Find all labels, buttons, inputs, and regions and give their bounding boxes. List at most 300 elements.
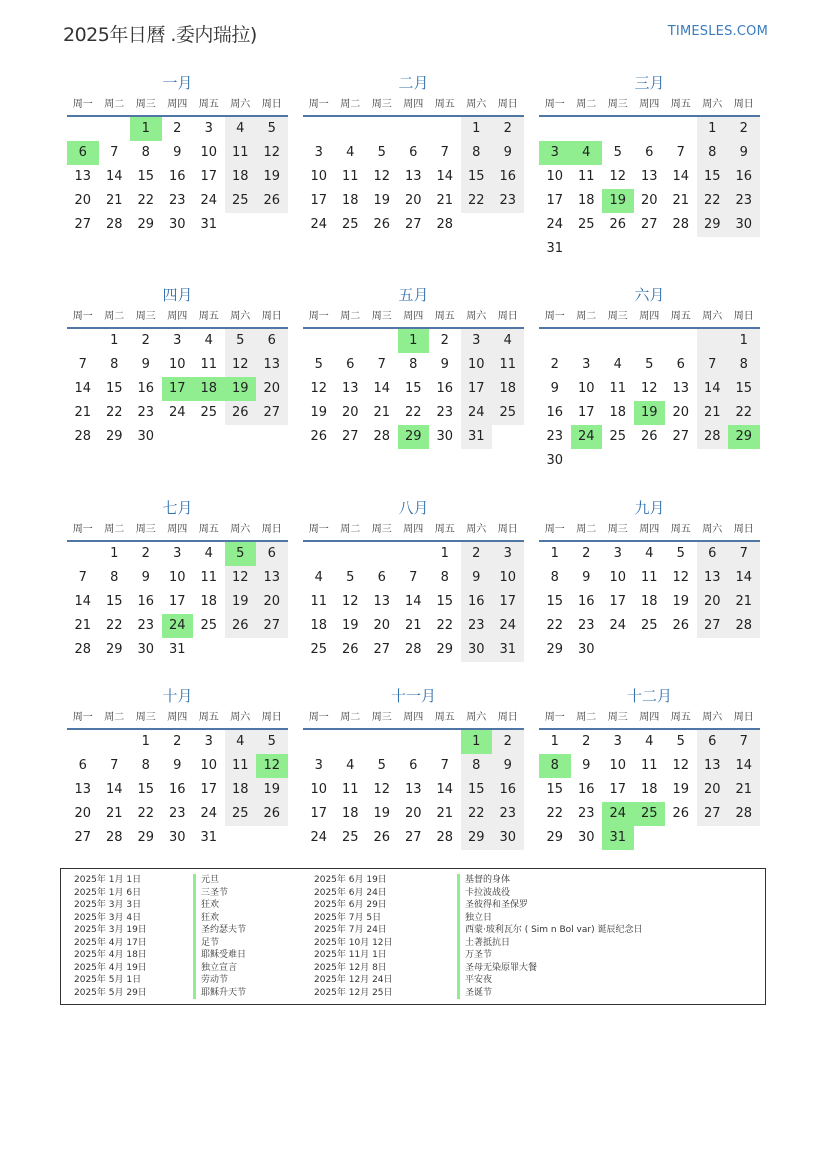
day-cell: 30 (577, 642, 595, 657)
day-cell: 11 (225, 754, 257, 778)
empty-day-cell (634, 329, 666, 353)
weekday-label: 周三 (135, 311, 156, 322)
month-block (67, 284, 288, 449)
weekday-label: 周一 (72, 712, 93, 723)
day-cell: 21 (672, 193, 690, 208)
month-block (67, 685, 288, 850)
holiday-date: 2025年 12月 24日 (314, 975, 393, 985)
day-cell: 29 (398, 425, 430, 449)
day-cell: 24 (492, 614, 524, 638)
day-cell: 4 (204, 546, 213, 561)
day-cell: 6 (78, 758, 87, 773)
weekday-label: 周二 (104, 311, 125, 322)
day-cell: 21 (404, 618, 422, 633)
day-cell: 24 (168, 405, 186, 420)
day-cell: 21 (105, 806, 123, 821)
day-cell: 14 (105, 782, 123, 797)
weekday-label: 周六 (702, 524, 723, 535)
day-cell: 29 (546, 830, 564, 845)
day-cell: 21 (436, 806, 454, 821)
day-cell: 10 (609, 570, 627, 585)
month-block (539, 284, 760, 473)
day-cell: 26 (256, 802, 288, 826)
weekday-label: 周一 (544, 311, 565, 322)
day-cell: 3 (613, 546, 622, 561)
month-block (67, 497, 288, 662)
empty-day-cell (335, 730, 367, 754)
day-cell: 4 (645, 734, 654, 749)
week-row (67, 377, 288, 401)
day-cell: 31 (461, 425, 493, 449)
day-cell: 1 (697, 117, 729, 141)
day-cell: 11 (341, 782, 359, 797)
day-cell: 16 (577, 594, 595, 609)
weekday-header (303, 519, 524, 542)
day-cell: 1 (550, 734, 559, 749)
day-cell: 20 (341, 405, 359, 420)
day-cell: 2 (173, 121, 182, 136)
weekday-label: 周六 (230, 99, 251, 110)
holiday-date: 2025年 12月 8日 (314, 962, 387, 973)
week-row (539, 566, 760, 590)
week-row (539, 802, 760, 826)
day-cell: 13 (341, 381, 359, 396)
day-cell: 24 (609, 618, 627, 633)
week-row (539, 377, 760, 401)
day-cell: 4 (492, 329, 524, 353)
day-cell: 22 (546, 806, 564, 821)
holiday-date: 2025年 4月 18日 (74, 950, 147, 960)
day-cell: 1 (110, 546, 119, 561)
day-cell: 13 (74, 782, 92, 797)
day-cell: 11 (341, 169, 359, 184)
holiday-date: 2025年 6月 19日 (314, 875, 387, 885)
weekday-label: 周日 (733, 712, 754, 723)
day-cell: 23 (436, 405, 454, 420)
empty-day-cell (571, 449, 603, 473)
day-cell: 2 (728, 117, 760, 141)
empty-day-cell (634, 638, 666, 662)
day-cell: 6 (346, 357, 355, 372)
day-cell: 23 (168, 806, 186, 821)
day-cell: 20 (256, 590, 288, 614)
empty-day-cell (602, 638, 634, 662)
day-cell: 19 (256, 778, 288, 802)
day-cell: 7 (440, 145, 449, 160)
day-cell: 25 (492, 401, 524, 425)
week-row (303, 141, 524, 165)
holiday-name: 圣约瑟夫节 (193, 924, 246, 937)
month-title: 八月 (398, 499, 429, 517)
empty-day-cell (602, 329, 634, 353)
day-cell: 31 (492, 638, 524, 662)
day-cell: 4 (346, 758, 355, 773)
day-cell: 4 (645, 546, 654, 561)
week-row (539, 754, 760, 778)
weekday-label: 周二 (104, 524, 125, 535)
day-cell: 4 (571, 141, 603, 165)
day-cell: 24 (162, 614, 194, 638)
empty-day-cell (193, 638, 225, 662)
weekday-header (303, 707, 524, 730)
day-cell: 7 (78, 357, 87, 372)
week-row (539, 778, 760, 802)
holiday-dates-column-1 (74, 874, 147, 999)
empty-day-cell (665, 826, 697, 850)
day-cell: 22 (461, 189, 493, 213)
day-cell: 1 (130, 117, 162, 141)
day-cell: 24 (602, 802, 634, 826)
day-cell: 6 (409, 145, 418, 160)
day-cell: 2 (141, 333, 150, 348)
month-block (303, 72, 524, 237)
week-row (303, 638, 524, 662)
weekday-label: 周一 (308, 524, 329, 535)
week-row (539, 730, 760, 754)
weekday-label: 周一 (72, 99, 93, 110)
day-cell: 21 (74, 618, 92, 633)
week-row (303, 754, 524, 778)
weekday-label: 周日 (261, 99, 282, 110)
week-row (67, 542, 288, 566)
day-cell: 6 (697, 730, 729, 754)
day-cell: 1 (440, 546, 449, 561)
day-cell: 26 (373, 217, 391, 232)
week-row (67, 754, 288, 778)
day-cell: 22 (137, 193, 155, 208)
day-cell: 11 (310, 594, 328, 609)
day-cell: 9 (440, 357, 449, 372)
weekday-label: 周六 (702, 311, 723, 322)
empty-day-cell (539, 329, 571, 353)
empty-day-cell (697, 638, 729, 662)
weekday-label: 周五 (434, 311, 455, 322)
day-cell: 28 (105, 830, 123, 845)
day-cell: 24 (310, 830, 328, 845)
weekday-label: 周二 (340, 99, 361, 110)
day-cell: 29 (546, 642, 564, 657)
day-cell: 8 (539, 754, 571, 778)
week-row (303, 778, 524, 802)
week-row (539, 237, 760, 261)
day-cell: 4 (314, 570, 323, 585)
holiday-name: 劳动节 (193, 974, 246, 987)
day-cell: 21 (436, 193, 454, 208)
day-cell: 2 (550, 357, 559, 372)
day-cell: 21 (74, 405, 92, 420)
week-row (539, 590, 760, 614)
day-cell: 4 (346, 145, 355, 160)
day-cell: 27 (640, 217, 658, 232)
weekday-label: 周三 (607, 311, 628, 322)
day-cell: 3 (314, 758, 323, 773)
day-cell: 10 (200, 758, 218, 773)
day-cell: 25 (200, 618, 218, 633)
holiday-date: 2025年 3月 19日 (74, 925, 147, 935)
day-cell: 21 (728, 778, 760, 802)
weekday-header (539, 94, 760, 117)
weekday-label: 周四 (639, 524, 660, 535)
day-cell: 3 (539, 141, 571, 165)
weekday-label: 周二 (104, 712, 125, 723)
day-cell: 30 (492, 826, 524, 850)
week-row (539, 329, 760, 353)
holiday-date: 2025年 3月 4日 (74, 912, 142, 923)
day-cell: 2 (461, 542, 493, 566)
week-row (303, 117, 524, 141)
day-cell: 14 (105, 169, 123, 184)
day-cell: 13 (640, 169, 658, 184)
week-row (67, 401, 288, 425)
weekday-label: 周三 (371, 99, 392, 110)
day-cell: 11 (200, 357, 218, 372)
holiday-list (60, 868, 766, 1005)
week-row (539, 165, 760, 189)
day-cell: 17 (609, 782, 627, 797)
weekday-label: 周四 (167, 712, 188, 723)
weekday-label: 周五 (670, 311, 691, 322)
weekday-label: 周四 (639, 99, 660, 110)
day-cell: 5 (613, 145, 622, 160)
day-cell: 26 (341, 642, 359, 657)
week-row (539, 401, 760, 425)
day-cell: 10 (310, 782, 328, 797)
empty-day-cell (366, 730, 398, 754)
day-cell: 29 (728, 425, 760, 449)
holiday-date: 2025年 11月 1日 (314, 950, 387, 960)
weekday-label: 周六 (466, 524, 487, 535)
day-cell: 4 (613, 357, 622, 372)
month-title: 三月 (634, 74, 665, 92)
day-cell: 17 (577, 405, 595, 420)
day-cell: 22 (105, 618, 123, 633)
day-cell: 10 (546, 169, 564, 184)
day-cell: 1 (550, 546, 559, 561)
day-cell: 19 (225, 377, 257, 401)
weekday-label: 周五 (670, 99, 691, 110)
day-cell: 28 (436, 830, 454, 845)
day-cell: 23 (137, 618, 155, 633)
day-cell: 17 (609, 594, 627, 609)
day-cell: 3 (173, 333, 182, 348)
day-cell: 29 (105, 429, 123, 444)
day-cell: 3 (613, 734, 622, 749)
empty-day-cell (634, 237, 666, 261)
weekday-header (67, 94, 288, 117)
day-cell: 7 (728, 730, 760, 754)
day-cell: 9 (582, 758, 591, 773)
empty-day-cell (303, 730, 335, 754)
day-cell: 31 (168, 642, 186, 657)
holiday-date: 2025年 4月 17日 (74, 937, 147, 948)
week-row (67, 117, 288, 141)
weekday-label: 周四 (403, 712, 424, 723)
week-row (67, 778, 288, 802)
empty-day-cell (492, 425, 524, 449)
holiday-name: 狂欢 (193, 912, 246, 925)
empty-day-cell (571, 329, 603, 353)
week-row (67, 730, 288, 754)
day-cell: 30 (168, 217, 186, 232)
day-cell: 23 (492, 802, 524, 826)
day-cell: 11 (640, 758, 658, 773)
day-cell: 20 (697, 778, 729, 802)
day-cell: 12 (672, 570, 690, 585)
empty-day-cell (461, 213, 493, 237)
day-cell: 12 (225, 353, 257, 377)
day-cell: 13 (404, 782, 422, 797)
day-cell: 12 (373, 169, 391, 184)
day-cell: 2 (492, 730, 524, 754)
month-block (539, 497, 760, 662)
day-cell: 28 (74, 642, 92, 657)
weekday-header (539, 519, 760, 542)
day-cell: 11 (609, 381, 627, 396)
day-cell: 12 (341, 594, 359, 609)
day-cell: 28 (436, 217, 454, 232)
day-cell: 20 (256, 377, 288, 401)
empty-day-cell (67, 730, 99, 754)
day-cell: 6 (256, 329, 288, 353)
empty-day-cell (634, 117, 666, 141)
day-cell: 17 (461, 377, 493, 401)
weekday-label: 周五 (434, 99, 455, 110)
day-cell: 16 (168, 169, 186, 184)
week-row (539, 638, 760, 662)
day-cell: 27 (341, 429, 359, 444)
day-cell: 19 (256, 165, 288, 189)
month-title: 十二月 (626, 687, 672, 705)
day-cell: 14 (436, 169, 454, 184)
day-cell: 11 (577, 169, 595, 184)
empty-day-cell (429, 117, 461, 141)
day-cell: 15 (137, 782, 155, 797)
day-cell: 1 (398, 329, 430, 353)
day-cell: 12 (225, 566, 257, 590)
day-cell: 24 (546, 217, 564, 232)
holiday-date: 2025年 3月 3日 (74, 900, 142, 910)
weekday-label: 周二 (576, 99, 597, 110)
weekday-header (67, 519, 288, 542)
holiday-name: 圣诞节 (457, 987, 642, 1000)
day-cell: 6 (67, 141, 99, 165)
holiday-name: 三圣节 (193, 887, 246, 900)
weekday-label: 周五 (198, 99, 219, 110)
day-cell: 5 (256, 117, 288, 141)
day-cell: 5 (256, 730, 288, 754)
day-cell: 6 (697, 542, 729, 566)
empty-day-cell (634, 826, 666, 850)
empty-day-cell (256, 425, 288, 449)
day-cell: 12 (256, 141, 288, 165)
day-cell: 5 (377, 145, 386, 160)
day-cell: 15 (697, 165, 729, 189)
brand-logo[interactable]: TIMESLES.COM (667, 24, 768, 39)
empty-day-cell (539, 117, 571, 141)
page-title: 2025年日曆 .委内瑞拉) (63, 24, 257, 46)
week-row (539, 542, 760, 566)
empty-day-cell (398, 730, 430, 754)
day-cell: 20 (404, 193, 422, 208)
day-cell: 15 (728, 377, 760, 401)
day-cell: 25 (200, 405, 218, 420)
day-cell: 19 (672, 782, 690, 797)
week-row (67, 141, 288, 165)
weekday-label: 周四 (403, 524, 424, 535)
week-row (539, 614, 760, 638)
day-cell: 5 (225, 542, 257, 566)
holiday-name: 卡拉波战役 (457, 887, 642, 900)
day-cell: 11 (225, 141, 257, 165)
day-cell: 17 (546, 193, 564, 208)
empty-day-cell (665, 449, 697, 473)
day-cell: 20 (672, 405, 690, 420)
day-cell: 25 (634, 802, 666, 826)
week-row (539, 189, 760, 213)
day-cell: 7 (440, 758, 449, 773)
holiday-date: 2025年 4月 19日 (74, 962, 147, 973)
day-cell: 10 (168, 570, 186, 585)
weekday-label: 周日 (733, 311, 754, 322)
holiday-date: 2025年 7月 5日 (314, 912, 382, 923)
day-cell: 16 (492, 165, 524, 189)
day-cell: 3 (492, 542, 524, 566)
day-cell: 30 (546, 453, 564, 468)
holiday-name: 狂欢 (193, 899, 246, 912)
week-row (303, 401, 524, 425)
day-cell: 25 (640, 618, 658, 633)
weekday-label: 周一 (544, 712, 565, 723)
day-cell: 17 (162, 377, 194, 401)
day-cell: 15 (404, 381, 422, 396)
day-cell: 16 (492, 778, 524, 802)
day-cell: 14 (728, 566, 760, 590)
weekday-label: 周一 (72, 311, 93, 322)
week-row (67, 802, 288, 826)
week-row (303, 425, 524, 449)
week-row (303, 542, 524, 566)
day-cell: 10 (310, 169, 328, 184)
day-cell: 8 (461, 141, 493, 165)
day-cell: 20 (697, 590, 729, 614)
day-cell: 17 (200, 782, 218, 797)
day-cell: 3 (204, 121, 213, 136)
empty-day-cell (728, 237, 760, 261)
day-cell: 12 (256, 754, 288, 778)
empty-day-cell (665, 117, 697, 141)
day-cell: 25 (225, 189, 257, 213)
day-cell: 18 (492, 377, 524, 401)
day-cell: 28 (373, 429, 391, 444)
day-cell: 10 (200, 145, 218, 160)
day-cell: 7 (110, 145, 119, 160)
day-cell: 31 (602, 826, 634, 850)
week-row (67, 826, 288, 850)
holiday-name: 足节 (193, 937, 246, 950)
day-cell: 22 (436, 618, 454, 633)
week-row (67, 425, 288, 449)
day-cell: 13 (672, 381, 690, 396)
week-row (67, 638, 288, 662)
week-row (539, 117, 760, 141)
day-cell: 2 (173, 734, 182, 749)
empty-day-cell (366, 117, 398, 141)
day-cell: 20 (640, 193, 658, 208)
day-cell: 1 (728, 329, 760, 353)
weekday-header (67, 306, 288, 329)
day-cell: 9 (582, 570, 591, 585)
day-cell: 23 (577, 806, 595, 821)
